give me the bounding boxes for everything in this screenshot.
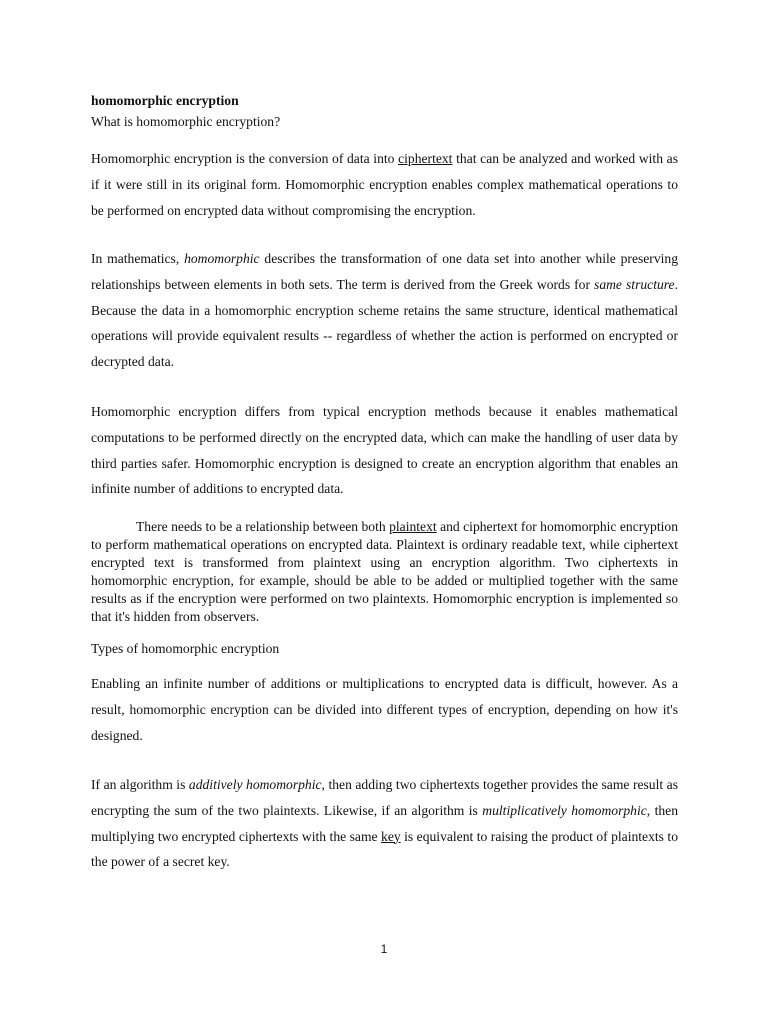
emphasis-additively-homomorphic: additively homomorphic	[188, 777, 322, 792]
paragraph-mathematics: In mathematics, homomorphic describes the transformation of one data set into another while preserving relationships between elements in both sets. The term is derived from the Greek words for same structure. Because the data in a homomorphic encryption scheme retains the same structure, identical mathematical operations will provide equivalent results -- regardless of whether the action is performed on encrypted or decrypted data.	[91, 251, 678, 370]
paragraph-types: Enabling an infinite number of additions or multiplications to encrypted data is difficult, however. As a result, homomorphic encryption can be divided into different types of encryption, depending on how it's designed.	[91, 676, 678, 743]
section-heading-what-is: What is homomorphic encryption?	[91, 114, 281, 129]
paragraph-relationship: There needs to be a relationship between both plaintext and ciphertext for homomorphic encryption to perform mathematical operations on encrypted data. Plaintext is ordinary readable text, while ciphertext encrypted text is transformed from plaintext using an encryption algorithm. Two ciphertexts in homomorphic encryption, for example, should be able to be added or multiplied together with the same results as if the encryption were performed on two plaintexts. Homomorphic encryption is implemented so that it's hidden from observers.	[91, 519, 679, 624]
emphasis-same-structure: same structure	[594, 276, 675, 292]
paragraph-additive-multiplicative: If an algorithm is additively homomorphic, then adding two ciphertexts together provides the same result as encrypting the sum of the two plaintexts. Likewise, if an algorithm is multiplicatively homomorphic, then multiplying two encrypted ciphertexts with the same key is equivalent to raising the product of plaintexts to the power of a secret key.	[91, 777, 679, 870]
section-heading-types: Types of homomorphic encryption	[91, 641, 280, 656]
document-title: homomorphic encryption	[91, 93, 239, 108]
page-number: 1	[380, 942, 388, 956]
plaintext-link[interactable]: plaintext	[389, 519, 437, 534]
key-link[interactable]: key	[381, 828, 401, 844]
paragraph-differences: Homomorphic encryption differs from typical encryption methods because it enables mathematical computations to be performed directly on the encrypted data, which can make the handling of user data by third parties safer. Homomorphic encryption is designed to create an encryption algorithm that enables an infinite number of additions to encrypted data.	[91, 404, 678, 497]
emphasis-multiplicatively-homomorphic: multiplicatively homomorphic	[482, 802, 647, 818]
paragraph-definition: Homomorphic encryption is the conversion of data into ciphertext that can be analyzed and worked with as if it were still in its original form. Homomorphic encryption enables complex mathematical operations to be performed on encrypted data without compromising the encryption.	[91, 151, 678, 218]
ciphertext-link[interactable]: ciphertext	[398, 151, 453, 166]
emphasis-homomorphic: homomorphic	[184, 251, 260, 266]
